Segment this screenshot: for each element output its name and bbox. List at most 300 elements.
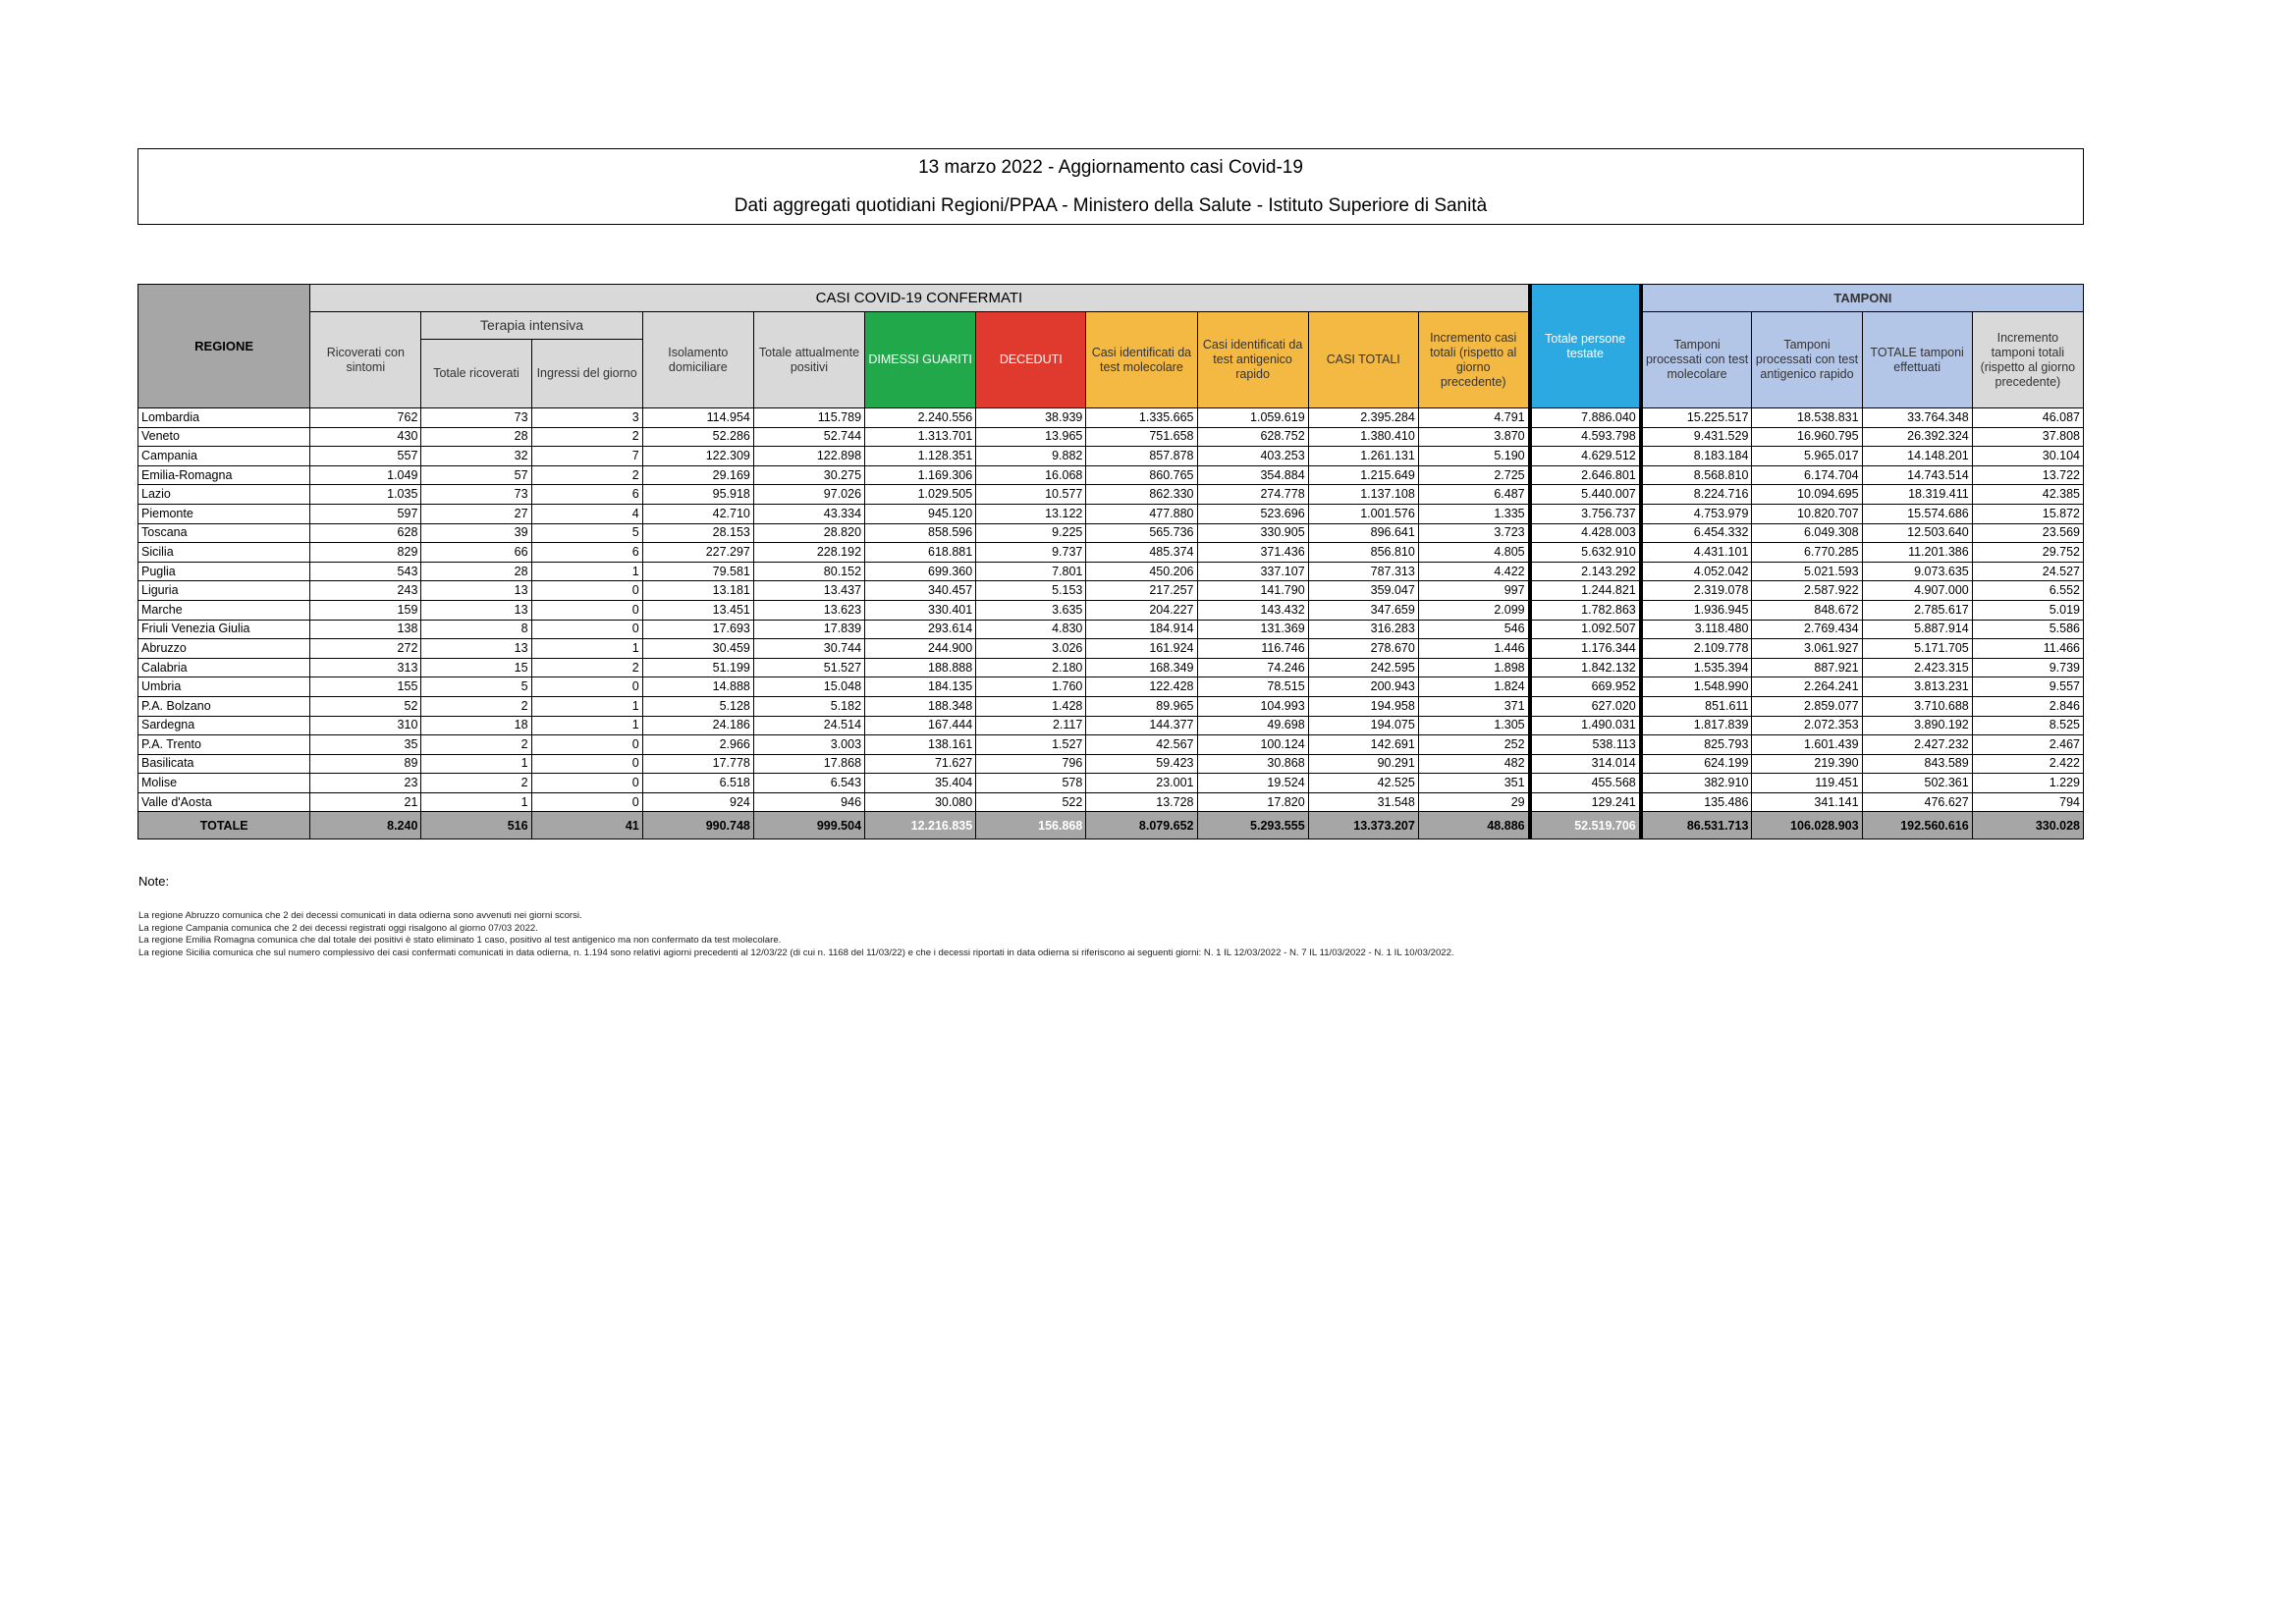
value-cell: 455.568 — [1530, 774, 1641, 793]
value-cell: 4.593.798 — [1530, 427, 1641, 447]
value-cell: 5.021.593 — [1752, 562, 1862, 581]
header-col-8: Casi identificati da test antigenico rapido — [1197, 312, 1308, 408]
value-cell: 1.335.665 — [1086, 408, 1197, 428]
value-cell: 825.793 — [1641, 735, 1752, 755]
value-cell: 1.527 — [976, 735, 1086, 755]
value-cell: 0 — [531, 600, 642, 620]
header-col-3: Isolamento domiciliare — [642, 312, 753, 408]
value-cell: 42.525 — [1308, 774, 1418, 793]
value-cell: 52 — [310, 696, 421, 716]
value-cell: 89 — [310, 754, 421, 774]
value-cell: 13 — [421, 581, 531, 601]
value-cell: 43.334 — [753, 504, 864, 523]
value-cell: 2.785.617 — [1862, 600, 1972, 620]
header-col-9: CASI TOTALI — [1308, 312, 1418, 408]
value-cell: 51.199 — [642, 658, 753, 677]
covid-data-table — [137, 284, 2084, 839]
value-cell: 557 — [310, 447, 421, 466]
value-cell: 3.061.927 — [1752, 639, 1862, 659]
note-line: La regione Campania comunica che 2 dei decessi registrati oggi risalgono al giorno 07/03 2022. — [138, 922, 538, 934]
value-cell: 23.569 — [1972, 523, 2083, 543]
value-cell: 3.756.737 — [1530, 504, 1641, 523]
table-row — [138, 792, 2084, 812]
value-cell: 32 — [421, 447, 531, 466]
region-name-cell: Veneto — [138, 427, 310, 447]
value-cell: 13.623 — [753, 600, 864, 620]
total-value-cell: 86.531.713 — [1641, 812, 1752, 839]
value-cell: 2 — [531, 427, 642, 447]
value-cell: 2.769.434 — [1752, 620, 1862, 639]
region-name-cell: P.A. Trento — [138, 735, 310, 755]
total-value-cell: 999.504 — [753, 812, 864, 839]
value-cell: 523.696 — [1197, 504, 1308, 523]
total-value-cell: 516 — [421, 812, 531, 839]
value-cell: 0 — [531, 677, 642, 697]
value-cell: 15.048 — [753, 677, 864, 697]
value-cell: 2.966 — [642, 735, 753, 755]
value-cell: 161.924 — [1086, 639, 1197, 659]
value-cell: 59.423 — [1086, 754, 1197, 774]
value-cell: 4.431.101 — [1641, 543, 1752, 563]
value-cell: 403.253 — [1197, 447, 1308, 466]
value-cell: 578 — [976, 774, 1086, 793]
table-row — [138, 735, 2084, 755]
region-name-cell: Basilicata — [138, 754, 310, 774]
value-cell: 115.789 — [753, 408, 864, 428]
value-cell: 9.557 — [1972, 677, 2083, 697]
value-cell: 278.670 — [1308, 639, 1418, 659]
value-cell: 10.820.707 — [1752, 504, 1862, 523]
value-cell: 13.437 — [753, 581, 864, 601]
notes-section — [138, 874, 1454, 959]
value-cell: 13.122 — [976, 504, 1086, 523]
value-cell: 242.595 — [1308, 658, 1418, 677]
value-cell: 1 — [531, 696, 642, 716]
value-cell: 862.330 — [1086, 485, 1197, 505]
value-cell: 787.313 — [1308, 562, 1418, 581]
value-cell: 6 — [531, 543, 642, 563]
value-cell: 168.349 — [1086, 658, 1197, 677]
header-col-10: Incremento casi totali (rispetto al giorno precedente) — [1418, 312, 1529, 408]
value-cell: 28 — [421, 427, 531, 447]
value-cell: 2.725 — [1418, 465, 1529, 485]
table-row — [138, 504, 2084, 523]
value-cell: 272 — [310, 639, 421, 659]
header-col-14: TOTALE tamponi effettuati — [1862, 312, 1972, 408]
region-name-cell: Toscana — [138, 523, 310, 543]
value-cell: 0 — [531, 754, 642, 774]
value-cell: 9.739 — [1972, 658, 2083, 677]
value-cell: 5 — [531, 523, 642, 543]
value-cell: 194.958 — [1308, 696, 1418, 716]
total-value-cell: 990.748 — [642, 812, 753, 839]
value-cell: 669.952 — [1530, 677, 1641, 697]
value-cell: 3.026 — [976, 639, 1086, 659]
value-cell: 477.880 — [1086, 504, 1197, 523]
value-cell: 13.728 — [1086, 792, 1197, 812]
value-cell: 1.548.990 — [1641, 677, 1752, 697]
value-cell: 1.305 — [1418, 716, 1529, 735]
page-title: 13 marzo 2022 - Aggiornamento casi Covid-19 — [918, 157, 1303, 178]
value-cell: 17.693 — [642, 620, 753, 639]
value-cell: 3.890.192 — [1862, 716, 1972, 735]
value-cell: 12.503.640 — [1862, 523, 1972, 543]
value-cell: 1.029.505 — [865, 485, 976, 505]
value-cell: 8.183.184 — [1641, 447, 1752, 466]
value-cell: 243 — [310, 581, 421, 601]
value-cell: 1.335 — [1418, 504, 1529, 523]
value-cell: 3.723 — [1418, 523, 1529, 543]
value-cell: 5.965.017 — [1752, 447, 1862, 466]
value-cell: 924 — [642, 792, 753, 812]
notes-lines — [138, 910, 1454, 959]
value-cell: 37.808 — [1972, 427, 2083, 447]
value-cell: 2.467 — [1972, 735, 2083, 755]
value-cell: 17.820 — [1197, 792, 1308, 812]
value-cell: 7.886.040 — [1530, 408, 1641, 428]
value-cell: 1 — [421, 792, 531, 812]
value-cell: 42.710 — [642, 504, 753, 523]
region-name-cell: Lazio — [138, 485, 310, 505]
value-cell: 1.244.821 — [1530, 581, 1641, 601]
value-cell: 628 — [310, 523, 421, 543]
value-cell: 35.404 — [865, 774, 976, 793]
value-cell: 9.073.635 — [1862, 562, 1972, 581]
value-cell: 97.026 — [753, 485, 864, 505]
value-cell: 2.423.315 — [1862, 658, 1972, 677]
header-col-4: Totale attualmente positivi — [753, 312, 864, 408]
value-cell: 1.313.701 — [865, 427, 976, 447]
value-cell: 6.552 — [1972, 581, 2083, 601]
total-value-cell: 192.560.616 — [1862, 812, 1972, 839]
table-row — [138, 447, 2084, 466]
table-row — [138, 562, 2084, 581]
value-cell: 2.264.241 — [1752, 677, 1862, 697]
value-cell: 1.049 — [310, 465, 421, 485]
value-cell: 945.120 — [865, 504, 976, 523]
region-name-cell: Campania — [138, 447, 310, 466]
region-name-cell: Sicilia — [138, 543, 310, 563]
value-cell: 1.035 — [310, 485, 421, 505]
value-cell: 184.135 — [865, 677, 976, 697]
value-cell: 7 — [531, 447, 642, 466]
value-cell: 1.215.649 — [1308, 465, 1418, 485]
header-col-11: Totale persone testate — [1530, 285, 1641, 408]
value-cell: 23 — [310, 774, 421, 793]
value-cell: 16.068 — [976, 465, 1086, 485]
value-cell: 1.128.351 — [865, 447, 976, 466]
header-col-12: Tamponi processati con test molecolare — [1641, 312, 1752, 408]
region-name-cell: Abruzzo — [138, 639, 310, 659]
value-cell: 856.810 — [1308, 543, 1418, 563]
region-name-cell: Puglia — [138, 562, 310, 581]
value-cell: 3.870 — [1418, 427, 1529, 447]
value-cell: 8.525 — [1972, 716, 2083, 735]
value-cell: 4.830 — [976, 620, 1086, 639]
table-row — [138, 523, 2084, 543]
value-cell: 11.201.386 — [1862, 543, 1972, 563]
value-cell: 1.001.576 — [1308, 504, 1418, 523]
value-cell: 354.884 — [1197, 465, 1308, 485]
value-cell: 2.422 — [1972, 754, 2083, 774]
value-cell: 502.361 — [1862, 774, 1972, 793]
value-cell: 3 — [531, 408, 642, 428]
value-cell: 843.589 — [1862, 754, 1972, 774]
value-cell: 1.842.132 — [1530, 658, 1641, 677]
value-cell: 6.770.285 — [1752, 543, 1862, 563]
value-cell: 15.872 — [1972, 504, 2083, 523]
value-cell: 1.059.619 — [1197, 408, 1308, 428]
value-cell: 482 — [1418, 754, 1529, 774]
value-cell: 543 — [310, 562, 421, 581]
value-cell: 26.392.324 — [1862, 427, 1972, 447]
value-cell: 4.629.512 — [1530, 447, 1641, 466]
value-cell: 4.422 — [1418, 562, 1529, 581]
value-cell: 30.868 — [1197, 754, 1308, 774]
table-row — [138, 677, 2084, 697]
value-cell: 359.047 — [1308, 581, 1418, 601]
value-cell: 9.882 — [976, 447, 1086, 466]
value-cell: 13 — [421, 600, 531, 620]
value-cell: 9.737 — [976, 543, 1086, 563]
value-cell: 5.019 — [1972, 600, 2083, 620]
value-cell: 8 — [421, 620, 531, 639]
value-cell: 15 — [421, 658, 531, 677]
value-cell: 1 — [421, 754, 531, 774]
value-cell: 2 — [421, 735, 531, 755]
value-cell: 16.960.795 — [1752, 427, 1862, 447]
value-cell: 141.790 — [1197, 581, 1308, 601]
value-cell: 1.261.131 — [1308, 447, 1418, 466]
value-cell: 19.524 — [1197, 774, 1308, 793]
total-value-cell: 5.293.555 — [1197, 812, 1308, 839]
value-cell: 79.581 — [642, 562, 753, 581]
total-value-cell: 48.886 — [1418, 812, 1529, 839]
value-cell: 71.627 — [865, 754, 976, 774]
value-cell: 857.878 — [1086, 447, 1197, 466]
value-cell: 138.161 — [865, 735, 976, 755]
value-cell: 624.199 — [1641, 754, 1752, 774]
value-cell: 13.181 — [642, 581, 753, 601]
value-cell: 7.801 — [976, 562, 1086, 581]
value-cell: 227.297 — [642, 543, 753, 563]
value-cell: 794 — [1972, 792, 2083, 812]
value-cell: 57 — [421, 465, 531, 485]
value-cell: 6 — [531, 485, 642, 505]
value-cell: 5.128 — [642, 696, 753, 716]
value-cell: 13.965 — [976, 427, 1086, 447]
value-cell: 184.914 — [1086, 620, 1197, 639]
note-line: La regione Emilia Romagna comunica che dal totale dei positivi è stato eliminato 1 caso, positivo al test antigenico ma non confermato da test molecolare. — [138, 935, 782, 946]
header-tamponi: TAMPONI — [1641, 285, 2084, 312]
value-cell: 485.374 — [1086, 543, 1197, 563]
page-subtitle: Dati aggregati quotidiani Regioni/PPAA - Ministero della Salute - Istituto Superiore di Sanità — [734, 195, 1488, 216]
value-cell: 2.143.292 — [1530, 562, 1641, 581]
value-cell: 430 — [310, 427, 421, 447]
value-cell: 5.586 — [1972, 620, 2083, 639]
table-row — [138, 427, 2084, 447]
value-cell: 347.659 — [1308, 600, 1418, 620]
value-cell: 30.275 — [753, 465, 864, 485]
value-cell: 2 — [421, 774, 531, 793]
value-cell: 10.577 — [976, 485, 1086, 505]
value-cell: 114.954 — [642, 408, 753, 428]
value-cell: 13.451 — [642, 600, 753, 620]
value-cell: 30.104 — [1972, 447, 2083, 466]
value-cell: 274.778 — [1197, 485, 1308, 505]
value-cell: 6.454.332 — [1641, 523, 1752, 543]
table-row — [138, 465, 2084, 485]
value-cell: 314.014 — [1530, 754, 1641, 774]
value-cell: 2.117 — [976, 716, 1086, 735]
value-cell: 1 — [531, 562, 642, 581]
value-cell: 8.568.810 — [1641, 465, 1752, 485]
value-cell: 29.752 — [1972, 543, 2083, 563]
value-cell: 699.360 — [865, 562, 976, 581]
value-cell: 4.052.042 — [1641, 562, 1752, 581]
value-cell: 9.431.529 — [1641, 427, 1752, 447]
value-cell: 122.309 — [642, 447, 753, 466]
value-cell: 796 — [976, 754, 1086, 774]
value-cell: 252 — [1418, 735, 1529, 755]
value-cell: 2.240.556 — [865, 408, 976, 428]
table-row — [138, 754, 2084, 774]
value-cell: 30.080 — [865, 792, 976, 812]
value-cell: 860.765 — [1086, 465, 1197, 485]
value-cell: 6.518 — [642, 774, 753, 793]
value-cell: 78.515 — [1197, 677, 1308, 697]
value-cell: 5.887.914 — [1862, 620, 1972, 639]
value-cell: 244.900 — [865, 639, 976, 659]
value-cell: 1.601.439 — [1752, 735, 1862, 755]
value-cell: 997 — [1418, 581, 1529, 601]
region-name-cell: Liguria — [138, 581, 310, 601]
value-cell: 122.428 — [1086, 677, 1197, 697]
value-cell: 52.744 — [753, 427, 864, 447]
value-cell: 21 — [310, 792, 421, 812]
value-cell: 1.380.410 — [1308, 427, 1418, 447]
value-cell: 5.171.705 — [1862, 639, 1972, 659]
header-regione: REGIONE — [138, 285, 310, 408]
value-cell: 858.596 — [865, 523, 976, 543]
header-terapia-intensiva: Terapia intensiva — [421, 312, 642, 340]
value-cell: 310 — [310, 716, 421, 735]
value-cell: 18.538.831 — [1752, 408, 1862, 428]
value-cell: 0 — [531, 581, 642, 601]
value-cell: 27 — [421, 504, 531, 523]
value-cell: 382.910 — [1641, 774, 1752, 793]
value-cell: 5.440.007 — [1530, 485, 1641, 505]
value-cell: 4.428.003 — [1530, 523, 1641, 543]
value-cell: 1.092.507 — [1530, 620, 1641, 639]
value-cell: 29 — [1418, 792, 1529, 812]
value-cell: 142.691 — [1308, 735, 1418, 755]
total-value-cell: 12.216.835 — [865, 812, 976, 839]
header-col-7: Casi identificati da test molecolare — [1086, 312, 1197, 408]
value-cell: 11.466 — [1972, 639, 2083, 659]
value-cell: 476.627 — [1862, 792, 1972, 812]
value-cell: 24.527 — [1972, 562, 2083, 581]
value-cell: 95.918 — [642, 485, 753, 505]
value-cell: 10.094.695 — [1752, 485, 1862, 505]
value-cell: 30.459 — [642, 639, 753, 659]
value-cell: 200.943 — [1308, 677, 1418, 697]
value-cell: 6.049.308 — [1752, 523, 1862, 543]
value-cell: 35 — [310, 735, 421, 755]
value-cell: 15.574.686 — [1862, 504, 1972, 523]
totals-label: TOTALE — [138, 812, 310, 839]
region-name-cell: Friuli Venezia Giulia — [138, 620, 310, 639]
value-cell: 597 — [310, 504, 421, 523]
value-cell: 1.229 — [1972, 774, 2083, 793]
value-cell: 1.760 — [976, 677, 1086, 697]
table-row — [138, 600, 2084, 620]
value-cell: 6.487 — [1418, 485, 1529, 505]
value-cell: 1.137.108 — [1308, 485, 1418, 505]
value-cell: 42.567 — [1086, 735, 1197, 755]
table-row — [138, 620, 2084, 639]
value-cell: 330.905 — [1197, 523, 1308, 543]
value-cell: 100.124 — [1197, 735, 1308, 755]
value-cell: 155 — [310, 677, 421, 697]
value-cell: 1.817.839 — [1641, 716, 1752, 735]
value-cell: 119.451 — [1752, 774, 1862, 793]
value-cell: 14.148.201 — [1862, 447, 1972, 466]
value-cell: 5.190 — [1418, 447, 1529, 466]
value-cell: 4 — [531, 504, 642, 523]
header-casi-confermati: CASI COVID-19 CONFERMATI — [310, 285, 1530, 312]
total-value-cell: 8.240 — [310, 812, 421, 839]
value-cell: 1.176.344 — [1530, 639, 1641, 659]
value-cell: 1.446 — [1418, 639, 1529, 659]
region-name-cell: Marche — [138, 600, 310, 620]
value-cell: 188.348 — [865, 696, 976, 716]
value-cell: 39 — [421, 523, 531, 543]
table-row — [138, 658, 2084, 677]
value-cell: 3.118.480 — [1641, 620, 1752, 639]
value-cell: 159 — [310, 600, 421, 620]
value-cell: 2.319.078 — [1641, 581, 1752, 601]
total-value-cell: 52.519.706 — [1530, 812, 1641, 839]
value-cell: 51.527 — [753, 658, 864, 677]
header-col-6: DECEDUTI — [976, 312, 1086, 408]
value-cell: 131.369 — [1197, 620, 1308, 639]
value-cell: 3.003 — [753, 735, 864, 755]
value-cell: 3.635 — [976, 600, 1086, 620]
value-cell: 144.377 — [1086, 716, 1197, 735]
value-cell: 135.486 — [1641, 792, 1752, 812]
value-cell: 6.174.704 — [1752, 465, 1862, 485]
total-value-cell: 41 — [531, 812, 642, 839]
notes-title: Note: — [138, 874, 170, 889]
table-body — [138, 408, 2084, 812]
table-row — [138, 639, 2084, 659]
value-cell: 18.319.411 — [1862, 485, 1972, 505]
table-row — [138, 696, 2084, 716]
value-cell: 29.169 — [642, 465, 753, 485]
value-cell: 46.087 — [1972, 408, 2083, 428]
value-cell: 217.257 — [1086, 581, 1197, 601]
value-cell: 129.241 — [1530, 792, 1641, 812]
value-cell: 204.227 — [1086, 600, 1197, 620]
table-row — [138, 408, 2084, 428]
value-cell: 167.444 — [865, 716, 976, 735]
total-value-cell: 330.028 — [1972, 812, 2083, 839]
value-cell: 1 — [531, 716, 642, 735]
value-cell: 316.283 — [1308, 620, 1418, 639]
value-cell: 450.206 — [1086, 562, 1197, 581]
value-cell: 1.898 — [1418, 658, 1529, 677]
